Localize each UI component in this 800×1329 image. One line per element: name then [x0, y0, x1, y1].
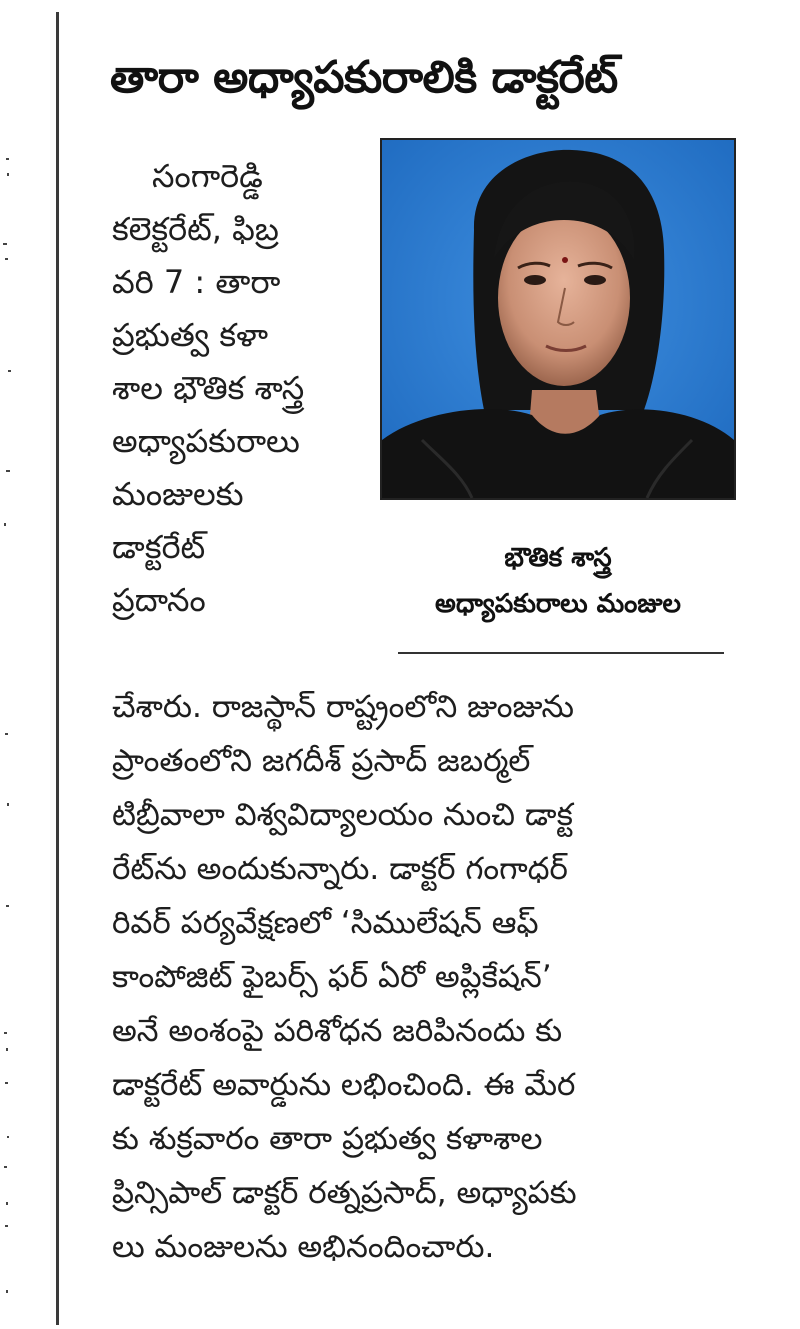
body-line: డాక్టరేట్ అవార్డును లభించింది. ఈ మేర [112, 1067, 576, 1103]
dateline-line: ప్రభుత్వ కళా [112, 316, 269, 354]
article-body [112, 680, 752, 1274]
body-line: ప్రాంతంలోని జగదీశ్ ప్రసాద్ జబర్మల్ [112, 743, 531, 779]
caption-divider [398, 652, 724, 654]
dateline-line: వరి 7 : తారా [112, 263, 281, 301]
caption-line: భౌతిక శాస్త్ర [504, 543, 612, 573]
portrait-photo [380, 138, 736, 500]
body-line: అనే అంశంపై పరిశోధన జరిపినందు కు [112, 1013, 563, 1049]
dateline-line: మంజులకు [112, 475, 244, 513]
dateline-line: కలెక్టరేట్, ఫిబ్ర [112, 210, 279, 248]
dateline-line: డాక్టరేట్ [112, 528, 206, 566]
dateline-line: శాల భౌతిక శాస్త్ర [112, 369, 305, 407]
left-margin-marks [0, 0, 30, 1325]
portrait-image [382, 140, 734, 498]
dateline-line: సంగారెడ్డి [152, 157, 263, 195]
column-rule [56, 12, 59, 1325]
photo-caption [380, 535, 736, 627]
dateline-line: అధ్యాపకురాలు [112, 422, 300, 460]
dateline-line: ప్రదానం [112, 581, 206, 619]
body-line: లు మంజులను అభినందించారు. [112, 1229, 495, 1265]
body-line: టిబ్రీవాలా విశ్వవిద్యాలయం నుంచి డాక్ట [112, 797, 573, 833]
body-line: కాంపోజిట్ ఫైబర్స్ ఫర్ ఏరో అప్లికేషన్’ [112, 959, 552, 995]
body-line: రివర్ పర్యవేక్షణలో ‘సిములేషన్ ఆఫ్ [112, 905, 539, 941]
body-line: కు శుక్రవారం తారా ప్రభుత్వ కళాశాల [112, 1121, 543, 1157]
dateline-column [112, 150, 362, 627]
body-line: ప్రిన్సిపాల్ డాక్టర్ రత్నప్రసాద్, అధ్యాపకు [112, 1175, 577, 1211]
body-line: చేశారు. రాజస్థాన్ రాష్ట్రంలోని జుంజును [112, 689, 575, 725]
headline: తారా అధ్యాపకురాలికి డాక్టరేట్ [110, 52, 618, 103]
caption-line: అధ్యాపకురాలు మంజుల [435, 589, 681, 619]
body-line: రేట్‌ను అందుకున్నారు. డాక్టర్ గంగాధర్ [112, 851, 568, 887]
